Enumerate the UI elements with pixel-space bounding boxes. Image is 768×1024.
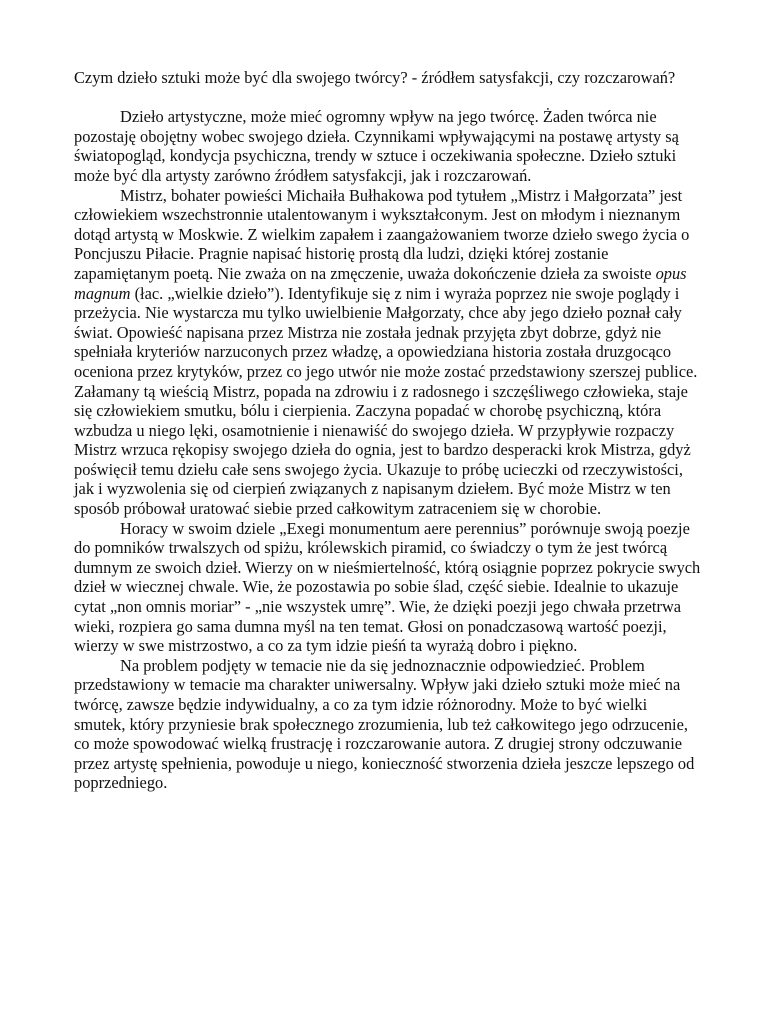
paragraph-mistrz-text-1: Mistrz, bohater powieści Michaiła Bułhakowa pod tytułem „Mistrz i Małgorzata” jest człowiekiem wszechstronnie utalentowanym i wykształconym. Jest on młodym i nieznanym dotąd artystą w Moskwie. Z wielkim zapałem i zaangażowaniem tworze dzieło swego życia o Poncjuszu Piłacie. Pragnie napisać historię prostą dla ludzi, dzięki której zostanie zapamiętanym poetą. Nie zważa on na zmęczenie, uważa dokończenie dzieła za swoiste: [74, 185, 690, 283]
paragraph-mistrz: [74, 186, 702, 519]
opus-magnum-emphasis: opus magnum: [74, 263, 687, 303]
paragraph-conclusion: Na problem podjęty w temacie nie da się jednoznacznie odpowiedzieć. Problem przedstawiony w temacie ma charakter uniwersalny. Wpływ jaki dzieło sztuki może mieć na twórcę, zawsze będzie indywidualny, a co za tym idzie różnorodny. Może to być wielki smutek, który przyniesie brak społecznego zrozumienia, lub też całkowitego jego odrzucenie, co może spowodować wielką frustrację i rozczarowanie autora. Z drugiej strony odczuwanie przez artystę spełnienia, powoduje u niego, konieczność stworzenia dzieła jeszcze lepszego od poprzedniego.: [74, 655, 695, 793]
paragraph-horacy: Horacy w swoim dziele „Exegi monumentum aere perennius” porównuje swoją poezje do pomników trwalszych od spiżu, królewskich piramid, co świadczy o tym że jest twórcą dumnym ze swoich dzieł. Wierzy on w nieśmiertelność, którą osiągnie poprzez pokrycie swych dzieł w wiecznej chwale. Wie, że pozostawia po sobie ślad, część siebie. Idealnie to ukazuje cytat „non omnis moriar” - „nie wszystek umrę”. Wie, że dzięki poezji jego chwała przetrwa wieki, rozpiera go sama dumna myśl na ten temat. Głosi on ponadczasową wartość poezji, wierzy w swe mistrzostwo, a co za tym idzie pieśń ta wyrażą dobro i piękno.: [74, 518, 701, 656]
paragraph-mistrz-text-2: (łac. „wielkie dzieło”). Identyfikuje się z nim i wyraża poprzez nie swoje poglądy i przeżycia. Nie wystarcza mu tylko uwielbienie Małgorzaty, chce aby jego dzieło poznał cały świat. Opowieść napisana przez Mistrza nie została jednak przyjęta zbyt dobrze, gdyż nie spełniała kryteriów narzuconych przez władzę, a opowiedziana historia została druzgocąco oceniona przez krytyków, przez co jego utwór nie może zostać przedstawiony szerszej publice. Załamany tą wieścią Mistrz, popada na zdrowiu i z radosnego i szczęśliwego człowieka, staje się człowiekiem smutku, bólu i cierpienia. Zaczyna popadać w chorobę psychiczną, która wzbudza u niego lęki, osamotnienie i nienawiść do swojego dzieła. W przypływie rozpaczy Mistrz wrzuca rękopisy swojego dzieła do ognia, jest to bardzo desperacki krok Mistrza, gdyż poświęcił temu dziełu całe sens swojego życia. Ukazuje to próbę ucieczki od rzeczywistości, jak i wyzwolenia się od cierpień związanych z napisanym dziełem. Być może Mistrz w ten sposób próbował uratować siebie przed całkowitym zatraceniem się w chorobie.: [74, 283, 698, 519]
essay-title: Czym dzieło sztuki może być dla swojego twórcy? - źródłem satysfakcji, czy rozczarowań?: [74, 68, 676, 87]
paragraph-introduction: Dzieło artystyczne, może mieć ogromny wpływ na jego twórcę. Żaden twórca nie pozostaję obojętny wobec swojego dzieła. Czynnikami wpływającymi na postawę artysty są światopogląd, kondycja psychiczna, trendy w sztuce i oczekiwania społeczne. Dzieło sztuki może być dla artysty zarówno źródłem satysfakcji, jak i rozczarowań.: [74, 107, 679, 185]
